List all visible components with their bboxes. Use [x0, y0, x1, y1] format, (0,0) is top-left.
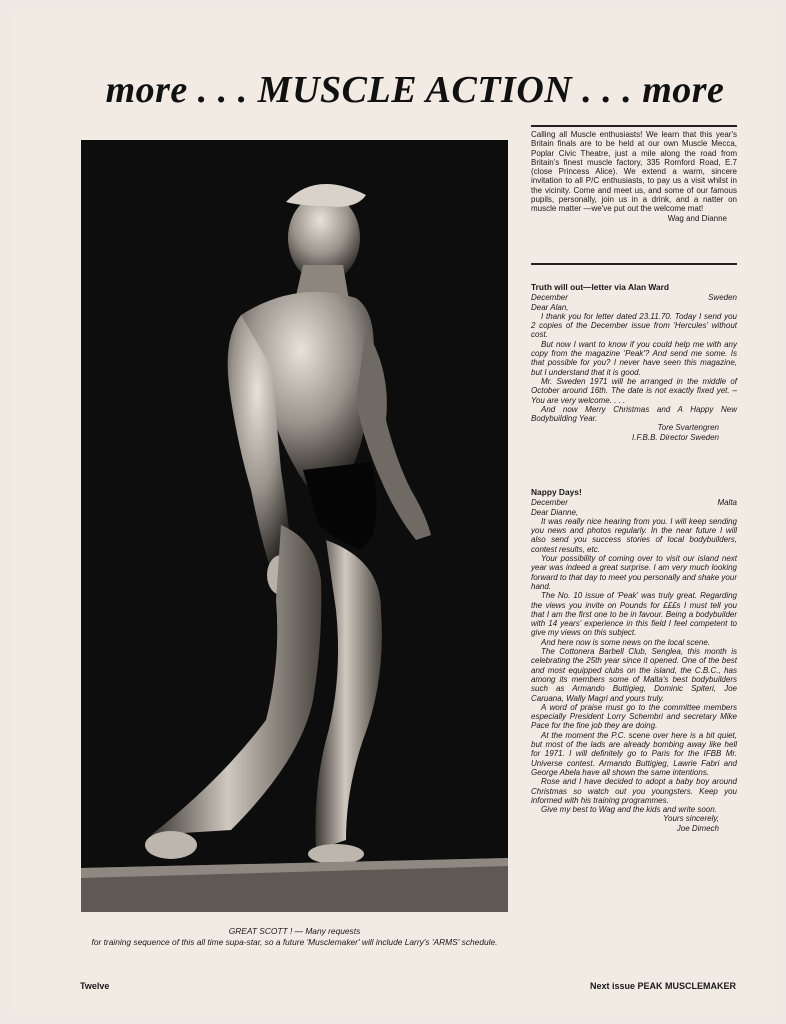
intro-signature: Wag and Dianne	[667, 213, 727, 223]
intro-notice	[531, 130, 737, 223]
letter-signer-name: Joe Dimech	[676, 823, 719, 833]
letter-paragraph: Mr. Sweden 1971 will be arranged in the middle of October around 16th. The date is not exactly fixed yet. – You are very welcome. . . .	[531, 376, 737, 405]
letter-dateline	[531, 293, 737, 302]
letter-paragraph: Give my best to Wag and the kids and write soon.	[541, 805, 717, 815]
letter-signer-name: Tore Svartengren	[657, 423, 719, 433]
letter-salutation: Dear Alan,	[531, 302, 569, 312]
letter-paragraph: I thank you for letter dated 23.11.70. Today I send you 2 copies of the December issue from 'Hercules' without cost.	[531, 311, 737, 340]
letter-paragraph: At the moment the P.C. scene over here is a bit quiet, but most of the lads are already bombing away like hell for 1971. I will definitely go to Paris for the IFBB Mr. Universe contest. Armando Buttigieg, Lawrie Fabri and George Abela have all shown the same intentions.	[531, 730, 737, 777]
page-number-word: Twelve	[80, 981, 110, 991]
letter-paragraph: And now Merry Christmas and A Happy New Bodybuilding Year.	[531, 404, 737, 424]
caption-line-2: for training sequence of this all time supa-star, so a future 'Musclemaker' will include Larry's 'ARMS' schedule.	[91, 936, 498, 947]
bodybuilder-photo	[81, 140, 508, 912]
next-issue-note: Next issue PEAK MUSCLEMAKER	[589, 981, 736, 991]
bodybuilder-figure	[81, 140, 508, 912]
caption-line-1: GREAT SCOTT ! — Many requests	[228, 926, 361, 936]
letter-malta	[531, 488, 737, 833]
letter-paragraph: The No. 10 issue of 'Peak' was truly great. Regarding the views you invite on Pounds for £££s I must tell you that I am the first one to be in favour. Being a bodybuilder with 14 years' experience in this field I feel competent to give my views on this subject.	[531, 591, 737, 638]
letter-month: December	[531, 498, 568, 508]
photo-caption	[81, 926, 508, 947]
letter-paragraph: A word of praise must go to the committee members especially President Lorry Schembri and secretary Mike Pace for the fine job they are doing.	[531, 702, 737, 731]
letter-closing: Yours sincerely,	[663, 814, 719, 824]
letter-heading: Nappy Days!	[531, 487, 582, 497]
letter-paragraph: Your possibility of coming over to visit our island next year was indeed a great surprise. I am very much looking forward to that day to meet you personally and shake your hand.	[531, 554, 737, 591]
letter-sweden	[531, 283, 737, 442]
rule-top	[531, 125, 737, 127]
letter-paragraph: And here now is some news on the local scene.	[541, 637, 710, 647]
letter-salutation: Dear Dianne,	[531, 507, 579, 517]
letter-heading: Truth will out—letter via Alan Ward	[531, 282, 670, 292]
letter-dateline	[531, 498, 737, 507]
rule-middle	[531, 263, 737, 265]
letter-paragraph: But now I want to know if you could help me with any copy from the magazine 'Peak'? And send me some. Is that possible for you? I never have seen this magazine, but I understand that it is good.	[531, 339, 737, 377]
letter-place: Sweden	[708, 293, 737, 303]
letter-signer-title: I.F.B.B. Director Sweden	[632, 432, 719, 442]
letter-paragraph: It was really nice hearing from you. I will keep sending you news and photos regularly. In the near future I will also send you success stories of local bodybuilders, contest results, etc.	[531, 516, 737, 554]
intro-text: Calling all Muscle enthusiasts! We learn that this year's Britain finals are to be held at our own Muscle Mecca, Poplar Civic Theatre, just a mile along the road from Britain's finest muscle factory, 335 Romford Road, E.7 (close Princess Alice). We extend a warm, sincere invitation to all P/C enthusiasts, to pay us a visit whilst in the vicinity. Come and meet us, and some of our famous pupils, personally, join us in a drink, and a natter on muscle matter —we've put out the welcome mat!	[531, 130, 737, 214]
letter-paragraph: The Cottonera Barbell Club, Senglea, this month is celebrating the 25th year since it opened. One of the best and most equipped clubs on the island, the C.B.C., has among its members some of Malta's best bodybuilders such as Armando Buttigieg, Dominic Spiteri, Joe Caruana, Wally Magri and yours truly.	[531, 647, 737, 703]
letter-place: Malta	[717, 498, 737, 508]
page-headline: more . . . MUSCLE ACTION . . . more	[105, 69, 725, 111]
letter-month: December	[531, 293, 568, 303]
letter-paragraph: Rose and I have decided to adopt a baby boy around Christmas so watch out you youngsters. Keep you informed with his training programmes.	[531, 777, 737, 805]
